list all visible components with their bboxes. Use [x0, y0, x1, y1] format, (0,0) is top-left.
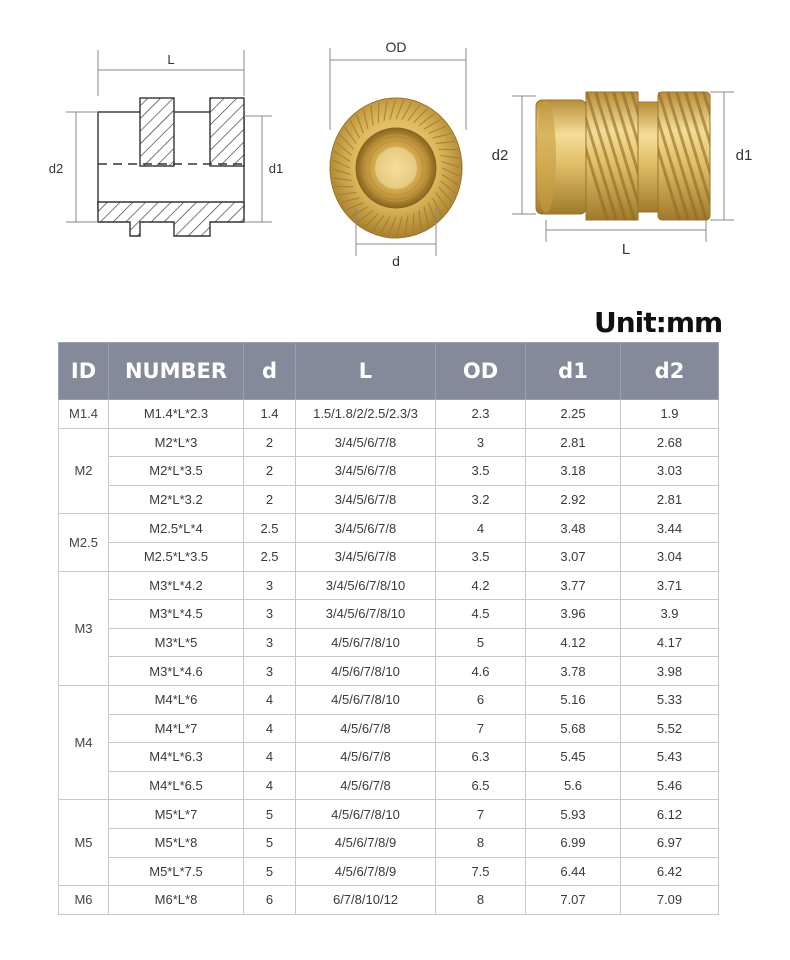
cell-length: 1.5/1.8/2/2.5/2.3/3 — [296, 400, 436, 429]
cell-length: 3/4/5/6/7/8/10 — [296, 571, 436, 600]
length-label: L — [167, 52, 175, 67]
cell-od: 3.5 — [436, 542, 526, 571]
cell-number: M5*L*7.5 — [109, 857, 244, 886]
cell-number: M5*L*8 — [109, 828, 244, 857]
cell-d2: 3.98 — [621, 657, 719, 686]
cell-od: 4.2 — [436, 571, 526, 600]
cell-od: 8 — [436, 828, 526, 857]
table-row — [59, 428, 719, 457]
cell-d2: 5.52 — [621, 714, 719, 743]
cell-number: M2.5*L*4 — [109, 514, 244, 543]
table-row — [59, 685, 719, 714]
table-row — [59, 800, 719, 829]
cell-d1: 3.77 — [526, 571, 621, 600]
cell-id: M1.4 — [59, 400, 109, 429]
cell-length: 4/5/6/7/8/9 — [296, 857, 436, 886]
cell-number: M2*L*3.5 — [109, 457, 244, 486]
cell-od: 3.5 — [436, 457, 526, 486]
cell-length: 4/5/6/7/8 — [296, 714, 436, 743]
cell-d: 4 — [244, 743, 296, 772]
cell-d2: 3.9 — [621, 600, 719, 629]
cell-length: 4/5/6/7/8/10 — [296, 800, 436, 829]
cell-od: 6.3 — [436, 743, 526, 772]
cell-number: M6*L*8 — [109, 886, 244, 915]
cell-d1: 3.18 — [526, 457, 621, 486]
cell-length: 4/5/6/7/8/9 — [296, 828, 436, 857]
cell-d1: 5.68 — [526, 714, 621, 743]
cell-d2: 7.09 — [621, 886, 719, 915]
cell-d2: 5.46 — [621, 771, 719, 800]
cell-d: 5 — [244, 857, 296, 886]
cell-od: 6 — [436, 685, 526, 714]
cell-number: M1.4*L*2.3 — [109, 400, 244, 429]
cell-length: 4/5/6/7/8 — [296, 771, 436, 800]
cell-d: 3 — [244, 628, 296, 657]
cell-length: 4/5/6/7/8/10 — [296, 628, 436, 657]
cell-d: 4 — [244, 685, 296, 714]
cell-number: M4*L*6 — [109, 685, 244, 714]
cell-od: 7.5 — [436, 857, 526, 886]
cell-d2: 3.03 — [621, 457, 719, 486]
cell-id: M2 — [59, 428, 109, 514]
cell-length: 4/5/6/7/8 — [296, 743, 436, 772]
cell-od: 2.3 — [436, 400, 526, 429]
header-d1: d1 — [526, 343, 621, 400]
cell-d1: 3.48 — [526, 514, 621, 543]
table-row — [59, 714, 719, 743]
cell-length: 3/4/5/6/7/8 — [296, 485, 436, 514]
cell-id: M2.5 — [59, 514, 109, 571]
cell-d2: 2.81 — [621, 485, 719, 514]
cell-number: M2*L*3 — [109, 428, 244, 457]
od-label: OD — [385, 39, 407, 55]
table-row — [59, 514, 719, 543]
cell-d: 3 — [244, 571, 296, 600]
cell-d: 3 — [244, 657, 296, 686]
cell-length: 3/4/5/6/7/8 — [296, 514, 436, 543]
cell-d1: 2.25 — [526, 400, 621, 429]
cell-d: 3 — [244, 600, 296, 629]
cell-d1: 4.12 — [526, 628, 621, 657]
cell-d1: 7.07 — [526, 886, 621, 915]
cell-length: 4/5/6/7/8/10 — [296, 657, 436, 686]
cell-length: 3/4/5/6/7/8 — [296, 457, 436, 486]
cell-number: M3*L*4.2 — [109, 571, 244, 600]
cell-od: 5 — [436, 628, 526, 657]
cell-length: 3/4/5/6/7/8 — [296, 428, 436, 457]
cell-d1: 5.6 — [526, 771, 621, 800]
cell-id: M6 — [59, 886, 109, 915]
table-row — [59, 828, 719, 857]
table-header-row — [59, 343, 719, 400]
table-row — [59, 485, 719, 514]
spec-table — [58, 342, 719, 915]
table-body — [59, 400, 719, 915]
d2-label-photo: d2 — [491, 147, 509, 164]
header-d: d — [244, 343, 296, 400]
table-row — [59, 743, 719, 772]
cell-d2: 3.71 — [621, 571, 719, 600]
cell-d1: 3.96 — [526, 600, 621, 629]
cell-d1: 3.78 — [526, 657, 621, 686]
table-row — [59, 571, 719, 600]
cell-d2: 5.43 — [621, 743, 719, 772]
header-id: ID — [59, 343, 109, 400]
cell-d: 2 — [244, 457, 296, 486]
cell-od: 4.5 — [436, 600, 526, 629]
cell-d: 2 — [244, 428, 296, 457]
cell-od: 3 — [436, 428, 526, 457]
cell-d2: 6.12 — [621, 800, 719, 829]
cell-length: 6/7/8/10/12 — [296, 886, 436, 915]
cell-d: 6 — [244, 886, 296, 915]
d2-label: d2 — [48, 161, 64, 176]
cell-length: 3/4/5/6/7/8/10 — [296, 600, 436, 629]
cell-d: 4 — [244, 714, 296, 743]
cell-d: 1.4 — [244, 400, 296, 429]
header-od: OD — [436, 343, 526, 400]
cell-length: 4/5/6/7/8/10 — [296, 685, 436, 714]
table-row — [59, 771, 719, 800]
table-row — [59, 400, 719, 429]
cell-id: M3 — [59, 571, 109, 685]
cell-number: M3*L*4.5 — [109, 600, 244, 629]
table-row — [59, 886, 719, 915]
header-number: NUMBER — [109, 343, 244, 400]
cell-d1: 5.93 — [526, 800, 621, 829]
cell-d2: 3.44 — [621, 514, 719, 543]
cell-id: M5 — [59, 800, 109, 886]
unit-label: Unit:mm — [594, 306, 723, 339]
cell-number: M4*L*6.5 — [109, 771, 244, 800]
d1-label: d1 — [268, 161, 284, 176]
cell-d1: 6.44 — [526, 857, 621, 886]
d-label: d — [392, 253, 400, 269]
cell-od: 7 — [436, 714, 526, 743]
cell-d1: 5.45 — [526, 743, 621, 772]
cell-d2: 6.97 — [621, 828, 719, 857]
table-row — [59, 657, 719, 686]
cell-number: M3*L*5 — [109, 628, 244, 657]
insert-end-view — [318, 30, 478, 275]
cell-d2: 6.42 — [621, 857, 719, 886]
cell-d1: 5.16 — [526, 685, 621, 714]
cell-number: M2.5*L*3.5 — [109, 542, 244, 571]
insert-side-view — [488, 80, 758, 260]
table-row — [59, 857, 719, 886]
cell-d: 4 — [244, 771, 296, 800]
cell-od: 4.6 — [436, 657, 526, 686]
cell-d1: 3.07 — [526, 542, 621, 571]
cell-od: 4 — [436, 514, 526, 543]
cell-id: M4 — [59, 685, 109, 799]
cell-d2: 1.9 — [621, 400, 719, 429]
cell-od: 8 — [436, 886, 526, 915]
cross-section-diagram — [40, 40, 290, 250]
cell-d2: 2.68 — [621, 428, 719, 457]
cell-d1: 2.92 — [526, 485, 621, 514]
cell-number: M4*L*6.3 — [109, 743, 244, 772]
cell-d: 2 — [244, 485, 296, 514]
header-length: L — [296, 343, 436, 400]
cell-d: 5 — [244, 828, 296, 857]
cell-d2: 4.17 — [621, 628, 719, 657]
cell-d: 2.5 — [244, 514, 296, 543]
table-row — [59, 600, 719, 629]
table-row — [59, 457, 719, 486]
cell-d1: 2.81 — [526, 428, 621, 457]
cell-d1: 6.99 — [526, 828, 621, 857]
cell-od: 7 — [436, 800, 526, 829]
cell-number: M4*L*7 — [109, 714, 244, 743]
d1-label-photo: d1 — [735, 147, 753, 164]
cell-number: M5*L*7 — [109, 800, 244, 829]
cell-d: 5 — [244, 800, 296, 829]
cell-od: 6.5 — [436, 771, 526, 800]
cell-number: M2*L*3.2 — [109, 485, 244, 514]
table-row — [59, 628, 719, 657]
cell-od: 3.2 — [436, 485, 526, 514]
table-row — [59, 542, 719, 571]
cell-number: M3*L*4.6 — [109, 657, 244, 686]
length-label-photo: L — [621, 241, 631, 258]
header-d2: d2 — [621, 343, 719, 400]
cell-d2: 3.04 — [621, 542, 719, 571]
cell-d: 2.5 — [244, 542, 296, 571]
cell-d2: 5.33 — [621, 685, 719, 714]
cell-length: 3/4/5/6/7/8 — [296, 542, 436, 571]
